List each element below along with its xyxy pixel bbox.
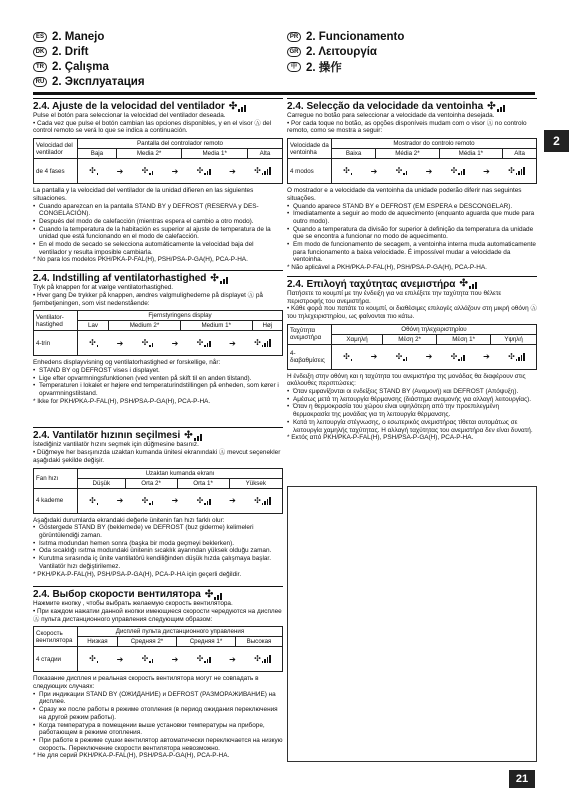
fan-speed-icon: ✣ <box>210 274 227 284</box>
instruction-text: • Hver gang De trykker på knappen, ændres valgmulighederne på displayet Ⓐ på fjernbetjeningen, som vist nedenstående: <box>33 291 263 307</box>
language-badge-ru: RU <box>33 77 47 87</box>
section-title: 2.4. Selecção da velocidade da ventoinha ✣ <box>287 101 537 112</box>
fan-speed-icon: ✣ <box>205 590 222 600</box>
empty-content-box <box>287 486 537 762</box>
fan-speed-icon: ✣ <box>459 279 476 289</box>
body-text: La pantalla y la velocidad del ventilador de la unidad difieren en las siguientes situaciones. <box>33 187 254 202</box>
footnote: * Ikke for PKH/PKA-P-FAL(H), PSH/PSA-P-GA(H), PCA-P-HA. <box>33 397 211 405</box>
footnote: * No para los modelos PKH/PKA-P-FAL(H), PSH/PSA-P-GA(H), PCA-P-HA. <box>33 256 248 264</box>
language-badge-pr: PR <box>287 32 301 42</box>
header-left <box>33 30 145 90</box>
section-dk <box>33 270 283 405</box>
body-text: Показание дисплея и реальная скорость вентилятора могут не совпадать в следующих случаях: <box>33 675 259 691</box>
instruction-text: • Düğmeye her basışınızda uzaktan kumanda ünitesi ekranındaki Ⓐ mevcut seçenekler aşağıdaki şekilde değişir. <box>33 449 281 464</box>
chapter-tab: 2 <box>544 130 569 152</box>
fan-speed-table: Ventilator-hastighed Fjernstyringens display Lav Medium 2* Medium 1* Høj 4-trin ✣ ➔ ✣ ➔ ✣ ➔ ✣ <box>33 310 283 356</box>
header-divider <box>33 92 535 95</box>
header-title-ru: 2. Эксплуатация <box>52 76 145 88</box>
fan-speed-icon: ✣ <box>229 102 246 112</box>
fan-speed-icon: ✣ <box>184 431 201 441</box>
footnote: * Não aplicável a PKH/PKA-P-FAL(H), PSH/PSA-P-GA(H), PCA-P-HA. <box>287 264 487 272</box>
language-badge-ch: 中 <box>287 62 301 72</box>
right-column <box>287 98 537 442</box>
header-title-ch: 2. 操作 <box>306 62 342 74</box>
footnote: * Не для серий PKH/PKA-P-FAL(H), PSH/PSA-P-GA(H), PCA-P-HA. <box>33 752 230 760</box>
instruction-text: İstediğiniz vantilatör hızını seçmek için düğmesine basınız. <box>33 441 199 449</box>
section-pr <box>287 98 537 272</box>
footnote: * PKH/PKA-P-FAL(H), PSH/PSA-P-GA(H), PCA-P-HA için geçerli değildir. <box>33 570 242 578</box>
bullet-list: • Quando aparece STAND BY e DEFROST (EM ESPERA e DESCONGELAR). • Imediatamente a seguir ao modo de aquecimento (enquanto aguarda que mude para outro modo). • Quando a temperatura da divisão for superior à definição da temperatura da unidade que se encontra a funcionar no modo de aquecimento. • Em modo de funcionamento de secagem, a ventoinha interna muda automaticamente para funcionamento a baixa velocidade. É impossível mudar a velocidade da ventoinha. <box>287 203 537 265</box>
section-title: 2.4. Indstilling af ventilatorhastighed ✣ <box>33 273 283 284</box>
body-text: O mostrador e a velocidade da ventoinha da unidade poderão diferir nas seguintes situações. <box>287 187 522 202</box>
arrow-icon: ➔ <box>229 166 236 176</box>
fan-speed-sequence <box>80 160 280 182</box>
arrow-icon: ➔ <box>171 166 179 176</box>
fan-speed-table: Скорость вентилятора Дисплей пульта дистанционного управления Низкая Средняя 2* Средняя 1* Высокая 4 стадии ✣ ➔ ✣ ➔ ✣ ➔ ✣ <box>33 626 283 672</box>
section-gr <box>287 276 537 442</box>
fan-high-icon: ✣ <box>254 167 271 175</box>
instruction-text: Нажмите кнопку , чтобы выбрать желаемую скорость вентилятора. <box>33 600 233 608</box>
fan-low-icon: ✣ <box>89 167 98 175</box>
arrow-icon: ➔ <box>116 166 124 176</box>
header-title-pr: 2. Funcionamento <box>306 31 405 43</box>
fan-speed-table: Ταχύτητα ανεμιστήρα Οθόνη τηλεχειριστηρίου Χαμηλή Μέση 2* Μέση 1* Υψηλή 4-διαβαθμίσεις ✣ ➔ ✣ ➔ ✣ ➔ ✣ <box>287 324 537 370</box>
instruction-text: • Κάθε φορά που πατάτε το κουμπί, οι διαθέσιμες επιλογές αλλάζουν στη μικρή οθόνη Ⓐ του τηλεχειριστηρίου, ως φαίνονται πιο κάτω. <box>287 305 537 320</box>
header-title-dk: 2. Drift <box>52 46 89 58</box>
instruction-text: • Cada vez que pulse el botón cambian las opciones disponibles, y en el visor Ⓐ del control remoto se verá lo que se indica a continuación. <box>33 119 272 135</box>
fan-speed-table: Velocidad del ventilador Pantalla del controlador remoto Baja Media 2* Media 1* Alta de 4 fases ✣ ➔ ✣ ➔ ✣ ➔ ✣ <box>33 138 283 184</box>
section-title: 2.4. Ajuste de la velocidad del ventilador ✣ <box>33 101 283 112</box>
left-column <box>33 98 283 760</box>
body-text: Η ένδειξη στην οθόνη και η ταχύτητα του ανεμιστήρα της μονάδας θα διαφέρουν στις ακόλουθες περιπτώσεις: <box>287 372 526 388</box>
language-badge-gr: GR <box>287 47 301 57</box>
header-right <box>287 30 404 75</box>
section-es <box>33 98 283 264</box>
instruction-text: • При каждом нажатии данной кнопки имеющиеся скорости чередуются на дисплее Ⓐ пульта дистанционного управления следующим образом: <box>33 607 282 623</box>
section-title: 2.4. Επιλογή ταχύτητας ανεμιστήρα ✣ <box>287 279 537 290</box>
instruction-text: Carregue no botão para seleccionar a velocidade da ventoinha desejada. <box>287 112 495 119</box>
instruction-text: Πατήσετε το κουμπί με την ένδειξη για να επιλέξετε την ταχύτητα που θέλετε περιστροφής του ανεμιστήρα. <box>287 289 502 305</box>
fan-medium2-icon: ✣ <box>142 167 154 175</box>
language-badge-tr: TR <box>33 62 47 72</box>
section-title: 2.4. Выбор скорости вентилятора ✣ <box>33 589 283 600</box>
section-title: 2.4. Vantilatör hızının seçilmesi ✣ <box>33 430 283 441</box>
fan-speed-table: Fan hızı Uzaktan kumanda ekranı Düşük Orta 2* Orta 1* Yüksek 4 kademe ✣ ➔ ✣ ➔ ✣ ➔ ✣ <box>33 468 283 514</box>
bullet-list: • Όταν εμφανίζονται οι ενδείξεις STAND BY (Αναμονή) και DEFROST (Απόψυξη). • Αμέσως μετά τη λειτουργία θέρμανσης (διάστημα αναμονής για αλλαγή λειτουργίας). • Όταν η θερμοκρασία του χώρου είναι υψηλότερη από την προεπιλεγμένη θερμοκρασία της μονάδας για τη λειτουργία θέρμανσης. • Κατά τη λειτουργία στέγνωσης, ο εσωτερικός ανεμιστήρας τίθεται αυτομάτως σε λειτουργία χαμηλής ταχύτητας. Η αλλαγή ταχύτητας του ανεμιστήρα δεν είναι δυνατή. <box>287 388 537 434</box>
bullet-list: • STAND BY og DEFROST vises i displayet. • Lige efter opvarmningsfunktionen (ved venten på skift til en anden tilstand). • Temperaturen i lokalet er højere end temperaturindstillingen på enheden, som kører i opvarmningstilstand. <box>33 367 283 398</box>
fan-medium1-icon: ✣ <box>197 167 211 175</box>
language-badge-es: ES <box>33 32 47 42</box>
fan-speed-icon: ✣ <box>487 102 504 112</box>
bullet-list: • Göstergede STAND BY (beklemede) ve DEFROST (buz giderme) kelimeleri görüntülendiği zaman. • Isıtma modundan hemen sonra (başka bir moda geçmeyi beklerken). • Oda sıcaklığı ısıtma modundaki ünitenin sıcaklık ayarından yüksek olduğu zaman. • Kurutma sırasında iç ünite vantilatörü kendiliğinden düşük hızda çalışmaya başlar. Vantilatör hızı değiştirilemez. <box>33 524 283 570</box>
body-text: Aşağıdaki durumlarda ekrandaki değerle ünitenin fan hızı farklı olur: <box>33 516 225 524</box>
header-title-gr: 2. Λειτουργία <box>306 46 377 58</box>
fan-speed-table: Velocidade da ventoinha Mostrador do controlo remoto Baixa Média 2* Média 1* Alta 4 modos ✣ ➔ ✣ ➔ ✣ ➔ ✣ <box>287 138 537 184</box>
section-ru <box>33 586 283 760</box>
body-text: Enhedens displayvisning og ventilatorhastighed er forskellige, når: <box>33 359 221 367</box>
page-number: 21 <box>509 770 535 788</box>
instruction-text: • Por cada toque no botão, as opções disponíveis mudam com o visor Ⓐ no controlo remoto, como se mostra a seguir: <box>287 119 527 135</box>
instruction-text: Pulse el botón para seleccionar la velocidad del ventilador deseada. <box>33 112 226 119</box>
section-tr <box>33 427 283 578</box>
footnote: * Εκτός από PKH/PKA-P-FAL(H), PSH/PSA-P-GA(H), PCA-P-HA. <box>287 434 474 442</box>
instruction-text: Tryk på knappen for at vælge ventilatorhastighed. <box>33 284 174 292</box>
language-badge-dk: DK <box>33 47 47 57</box>
bullet-list: • При индикации STAND BY (ОЖИДАНИЕ) и DEFROST (РАЗМОРАЖИВАНИЕ) на дисплее. • Сразу же после работы в режиме отопления (в период ожидания переключения на другой режим работы). • Когда температура в помещении выше установки температуры на приборе, работающем в режиме отопления. • При работе в режиме сушки вентилятор автоматически переключается на низкую скорость. Переключение скорости вентилятора невозможно. <box>33 691 283 753</box>
header-title-es: 2. Manejo <box>52 31 105 43</box>
bullet-list: • Cuando aparezcan en la pantalla STAND BY y DEFROST (RESERVA y DES-CONGELACIÓN). • Después del modo de calefacción (mientras espera el cambio a otro modo). • Cuando la temperatura de la habitación es superior al ajuste de temperatura de la unidad que está funcionando en el modo de calefacción. • En el modo de secado se selecciona automáticamente la velocidad baja del ventilador y resulta imposible cambiarla. <box>33 203 283 257</box>
header-title-tr: 2. Çalışma <box>52 61 109 73</box>
